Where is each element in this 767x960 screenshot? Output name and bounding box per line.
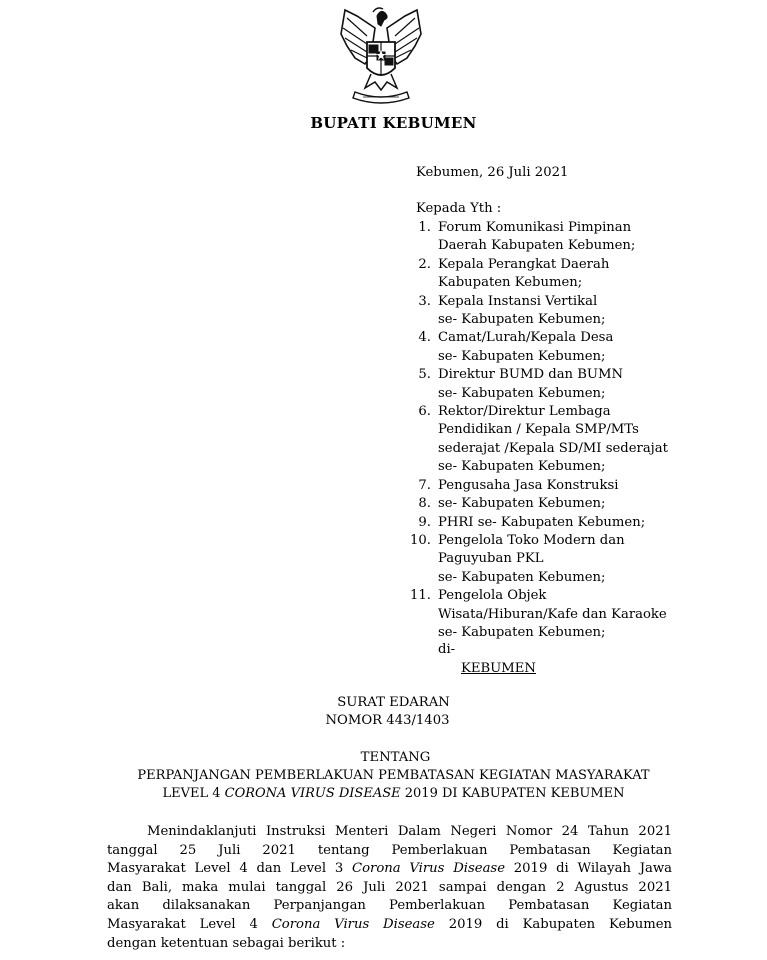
recipient-number: 8. xyxy=(418,496,431,512)
recipient-number: 4. xyxy=(418,330,431,346)
recipient-item xyxy=(405,403,668,477)
recipient-number: 5. xyxy=(418,367,431,383)
body-line: dengan ketentuan sebagai berikut : xyxy=(107,935,346,951)
recipient-line: PHRI se- Kabupaten Kebumen; xyxy=(438,514,646,530)
recipient-line: Kepala Instansi Vertikal xyxy=(438,293,598,309)
recipient-line: Pengelola Objek xyxy=(438,588,547,604)
recipient-text xyxy=(438,256,668,293)
recipient-item xyxy=(405,587,668,642)
recipient-line: Direktur BUMD dan BUMN xyxy=(438,367,624,383)
letterhead-title: BUPATI KEBUMEN xyxy=(310,114,477,132)
recipient-text xyxy=(438,403,668,477)
recipient-text xyxy=(438,495,668,513)
recipient-line: Pendidikan / Kepala SMP/MTs xyxy=(438,422,639,438)
recipient-item xyxy=(405,293,668,330)
recipient-line: se- Kabupaten Kebumen; xyxy=(438,569,606,585)
recipient-text xyxy=(438,532,668,587)
recipient-line: Kabupaten Kebumen; xyxy=(438,275,583,291)
place-date: Kebumen, 26 Juli 2021 xyxy=(416,165,569,180)
body-line: Masyarakat Level 4 dan Level 3 Corona Virus Disease 2019 di Wilayah Jawa xyxy=(107,861,673,877)
recipient-line: se- Kabupaten Kebumen; xyxy=(438,459,606,475)
recipient-line: Camat/Lurah/Kepala Desa xyxy=(438,330,614,346)
recipient-line: Wisata/Hiburan/Kafe dan Karaoke xyxy=(438,606,667,622)
recipient-item xyxy=(405,329,668,366)
recipient-line: se- Kabupaten Kebumen; xyxy=(438,496,606,512)
recipient-line: Pengelola Toko Modern dan xyxy=(438,532,625,548)
subject-line-2: LEVEL 4 CORONA VIRUS DISEASE 2019 DI KABUPATEN KEBUMEN xyxy=(162,786,625,801)
circular-number: NOMOR 443/1403 xyxy=(325,713,450,728)
recipient-line: Paguyuban PKL xyxy=(438,551,544,567)
body-line: tanggal 25 Juli 2021 tentang Pemberlakuan Pembatasan Kegiatan xyxy=(107,842,672,858)
body-line: Menindaklanjuti Instruksi Menteri Dalam Negeri Nomor 24 Tahun 2021 xyxy=(147,824,672,839)
recipient-line: se- Kabupaten Kebumen; xyxy=(438,624,606,640)
recipient-item xyxy=(405,532,668,587)
recipient-line: Forum Komunikasi Pimpinan xyxy=(438,220,632,235)
recipient-text xyxy=(438,366,668,403)
recipient-number: 11. xyxy=(410,588,431,604)
recipient-number: 10. xyxy=(410,532,431,548)
recipient-text xyxy=(438,587,668,642)
recipient-item xyxy=(405,495,668,513)
recipient-line: se- Kabupaten Kebumen; xyxy=(438,348,606,364)
recipient-item xyxy=(405,219,668,256)
body-line: dan Bali, maka mulai tanggal 26 Juli 2021 sampai dengan 2 Agustus 2021 xyxy=(107,879,672,895)
body-line: akan dilaksanakan Perpanjangan Pemberlakuan Pembatasan Kegiatan xyxy=(107,898,672,914)
recipient-text xyxy=(438,514,668,532)
recipient-number: 9. xyxy=(418,514,431,530)
recipient-number: 7. xyxy=(418,477,431,493)
circular-about: TENTANG xyxy=(360,750,431,765)
recipient-line: Rektor/Direktur Lembaga xyxy=(438,404,611,420)
recipient-line: Kepala Perangkat Daerah xyxy=(438,256,610,272)
garuda-emblem-icon xyxy=(337,6,425,106)
circular-type: SURAT EDARAN xyxy=(337,695,450,710)
recipient-list xyxy=(405,219,668,642)
recipient-item xyxy=(405,477,668,495)
addressee-intro: Kepada Yth : xyxy=(416,201,502,216)
di-label: di- xyxy=(438,642,456,657)
recipient-line: se- Kabupaten Kebumen; xyxy=(438,385,606,401)
recipient-number: 1. xyxy=(418,220,431,235)
recipient-line: se- Kabupaten Kebumen; xyxy=(438,312,606,328)
recipient-line: Daerah Kabupaten Kebumen; xyxy=(438,238,636,254)
recipient-text xyxy=(438,293,668,330)
recipient-number: 3. xyxy=(418,293,431,309)
body-line: Masyarakat Level 4 Corona Virus Disease 2019 di Kabupaten Kebumen xyxy=(107,916,672,932)
recipient-line: sederajat /Kepala SD/MI sederajat xyxy=(438,440,668,456)
recipient-number: 6. xyxy=(418,404,431,420)
recipient-number: 2. xyxy=(418,256,431,272)
recipient-text xyxy=(438,219,668,256)
recipient-item xyxy=(405,514,668,532)
recipient-line: Pengusaha Jasa Konstruksi xyxy=(438,477,619,493)
recipient-text xyxy=(438,329,668,366)
recipient-item xyxy=(405,256,668,293)
recipient-item xyxy=(405,366,668,403)
city-label: KEBUMEN xyxy=(461,661,536,676)
recipient-text xyxy=(438,477,668,495)
subject-line-1: PERPANJANGAN PEMBERLAKUAN PEMBATASAN KEGIATAN MASYARAKAT xyxy=(137,768,650,783)
body-paragraph xyxy=(107,823,672,953)
